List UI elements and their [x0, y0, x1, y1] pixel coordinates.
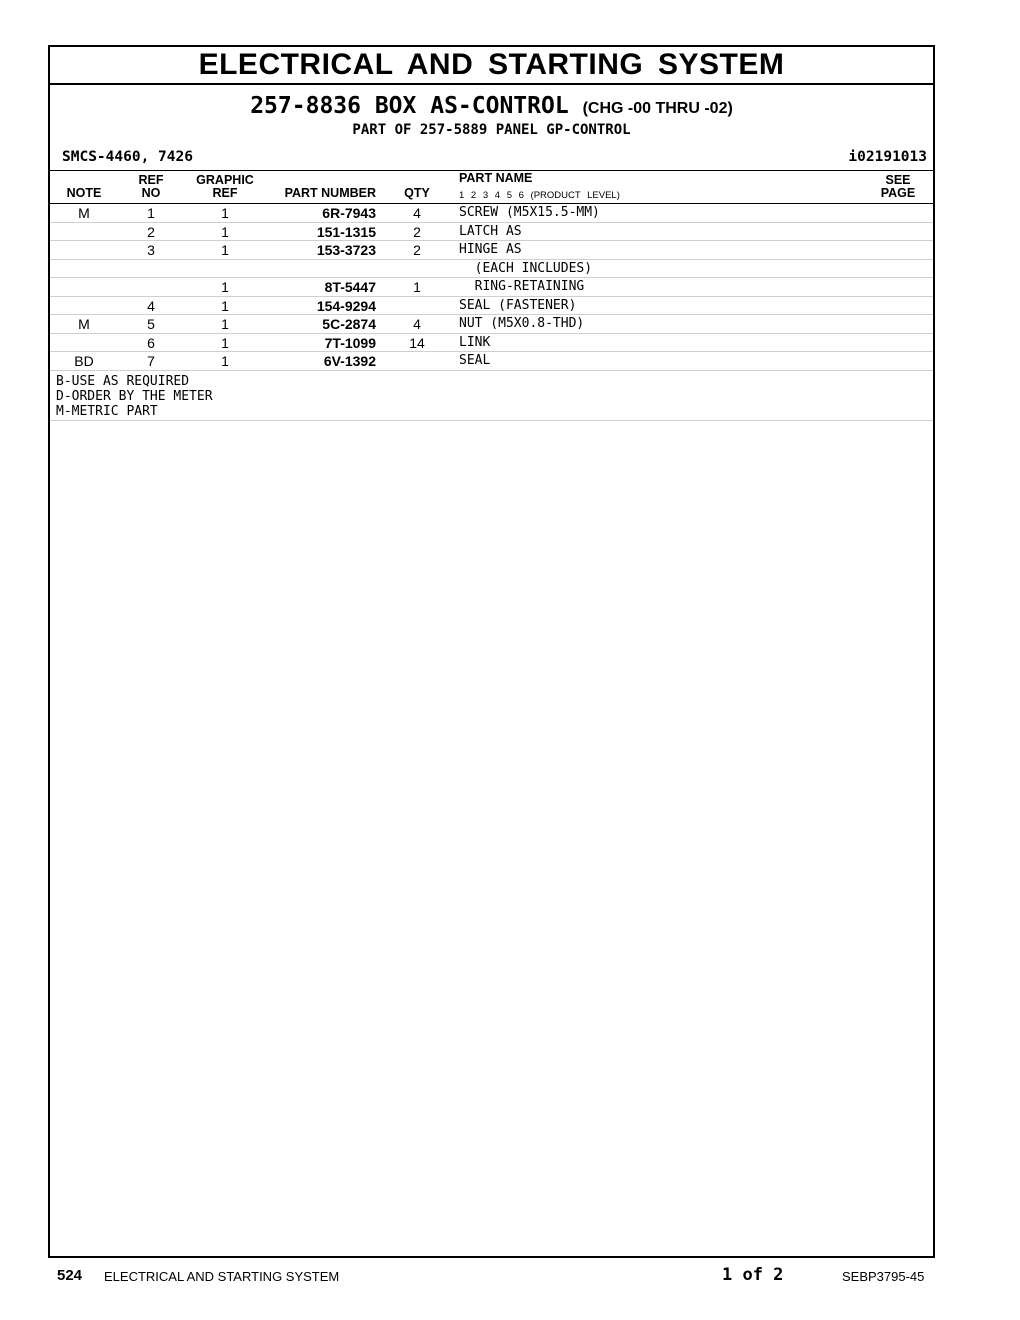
row-graphic-ref: 1 — [221, 205, 229, 221]
header-part-number: PART NUMBER — [284, 186, 376, 200]
header-see-bottom: PAGE — [880, 186, 916, 200]
table-row — [50, 278, 933, 297]
row-graphic-ref: 1 — [221, 316, 229, 332]
table-row — [50, 297, 933, 316]
row-graphic-ref: 1 — [221, 334, 229, 351]
row-part-number: 5C-2874 — [322, 316, 376, 332]
header-part-name: PART NAME — [459, 171, 533, 185]
row-qty: 2 — [413, 223, 421, 240]
table-row — [50, 204, 933, 223]
header-product-levels: 1 2 3 4 5 6 (PRODUCT LEVEL) — [459, 190, 620, 201]
row-part-name: LATCH AS — [459, 223, 522, 239]
footer-section: ELECTRICAL AND STARTING SYSTEM — [104, 1269, 340, 1284]
row-part-name: LINK — [459, 334, 491, 350]
row-qty: 2 — [413, 242, 421, 258]
row-graphic-ref: 1 — [221, 353, 229, 369]
row-graphic-ref: 1 — [221, 279, 229, 295]
row-part-number: 153-3723 — [316, 242, 376, 258]
assembly-name: 257-8836 BOX AS-CONTROL — [250, 93, 569, 119]
header-ref-bottom: NO — [141, 186, 161, 200]
table-row — [50, 315, 933, 334]
row-qty: 1 — [413, 279, 421, 295]
row-ref-no: 3 — [147, 242, 155, 258]
header-ref-top: REF — [138, 173, 164, 187]
document-number: SEBP3795-45 — [842, 1269, 925, 1284]
row-part-name: (EACH INCLUDES) — [459, 260, 593, 276]
header-see-top: SEE — [885, 173, 911, 187]
note-line: B-USE AS REQUIRED — [56, 373, 190, 389]
part-of-line: PART OF 257-5889 PANEL GP-CONTROL — [352, 122, 631, 138]
header-note: NOTE — [66, 186, 102, 200]
page-number: 524 — [57, 1267, 83, 1284]
page-footer — [0, 1265, 1020, 1289]
row-part-number: 6R-7943 — [322, 205, 376, 221]
row-ref-no: 6 — [147, 334, 155, 351]
table-row — [50, 223, 933, 242]
row-part-name: HINGE AS — [459, 242, 522, 257]
row-part-name: SCREW (M5X15.5-MM) — [459, 205, 600, 220]
row-part-name: RING-RETAINING — [459, 279, 585, 294]
row-part-name: NUT (M5X0.8-THD) — [459, 316, 585, 331]
row-part-number: 6V-1392 — [323, 353, 376, 369]
row-qty: 4 — [413, 316, 421, 332]
header-graphic-top: GRAPHIC — [196, 173, 254, 187]
row-part-name: SEAL — [459, 353, 491, 368]
row-ref-no: 4 — [147, 297, 155, 314]
row-ref-no: 2 — [147, 223, 155, 240]
row-part-number: 154-9294 — [316, 297, 376, 314]
table-row — [50, 260, 933, 279]
row-note: M — [78, 316, 90, 332]
page-title: ELECTRICAL AND STARTING SYSTEM — [50, 47, 933, 85]
row-ref-no: 1 — [147, 205, 155, 221]
note-line: M-METRIC PART — [56, 403, 158, 419]
row-ref-no: 5 — [147, 316, 155, 332]
row-ref-no: 7 — [147, 353, 155, 369]
row-part-name: SEAL (FASTENER) — [459, 297, 577, 313]
page-of-count: 1 of 2 — [722, 1265, 784, 1285]
note-line: D-ORDER BY THE METER — [56, 388, 213, 404]
row-part-number: 151-1315 — [316, 223, 376, 240]
row-note: BD — [74, 353, 94, 369]
smcs-code: SMCS-4460, 7426 — [62, 149, 193, 165]
table-row — [50, 352, 933, 371]
row-part-number: 8T-5447 — [324, 279, 376, 295]
header-qty: QTY — [404, 186, 430, 200]
change-range: (CHG -00 THRU -02) — [582, 100, 733, 117]
parts-table-body — [50, 204, 933, 371]
table-row — [50, 241, 933, 260]
row-graphic-ref: 1 — [221, 223, 229, 240]
table-row — [50, 334, 933, 353]
row-qty: 14 — [409, 334, 425, 351]
assembly-title — [50, 93, 933, 122]
row-part-number: 7T-1099 — [324, 334, 376, 351]
notes-legend — [50, 371, 933, 421]
row-graphic-ref: 1 — [221, 297, 229, 314]
page-frame — [48, 45, 935, 1258]
table-header — [50, 170, 933, 204]
header-graphic-bottom: REF — [212, 186, 238, 200]
row-note: M — [78, 205, 90, 221]
row-qty: 4 — [413, 205, 421, 221]
row-graphic-ref: 1 — [221, 242, 229, 258]
smcs-row — [50, 146, 933, 170]
document-id: i02191013 — [848, 149, 927, 165]
